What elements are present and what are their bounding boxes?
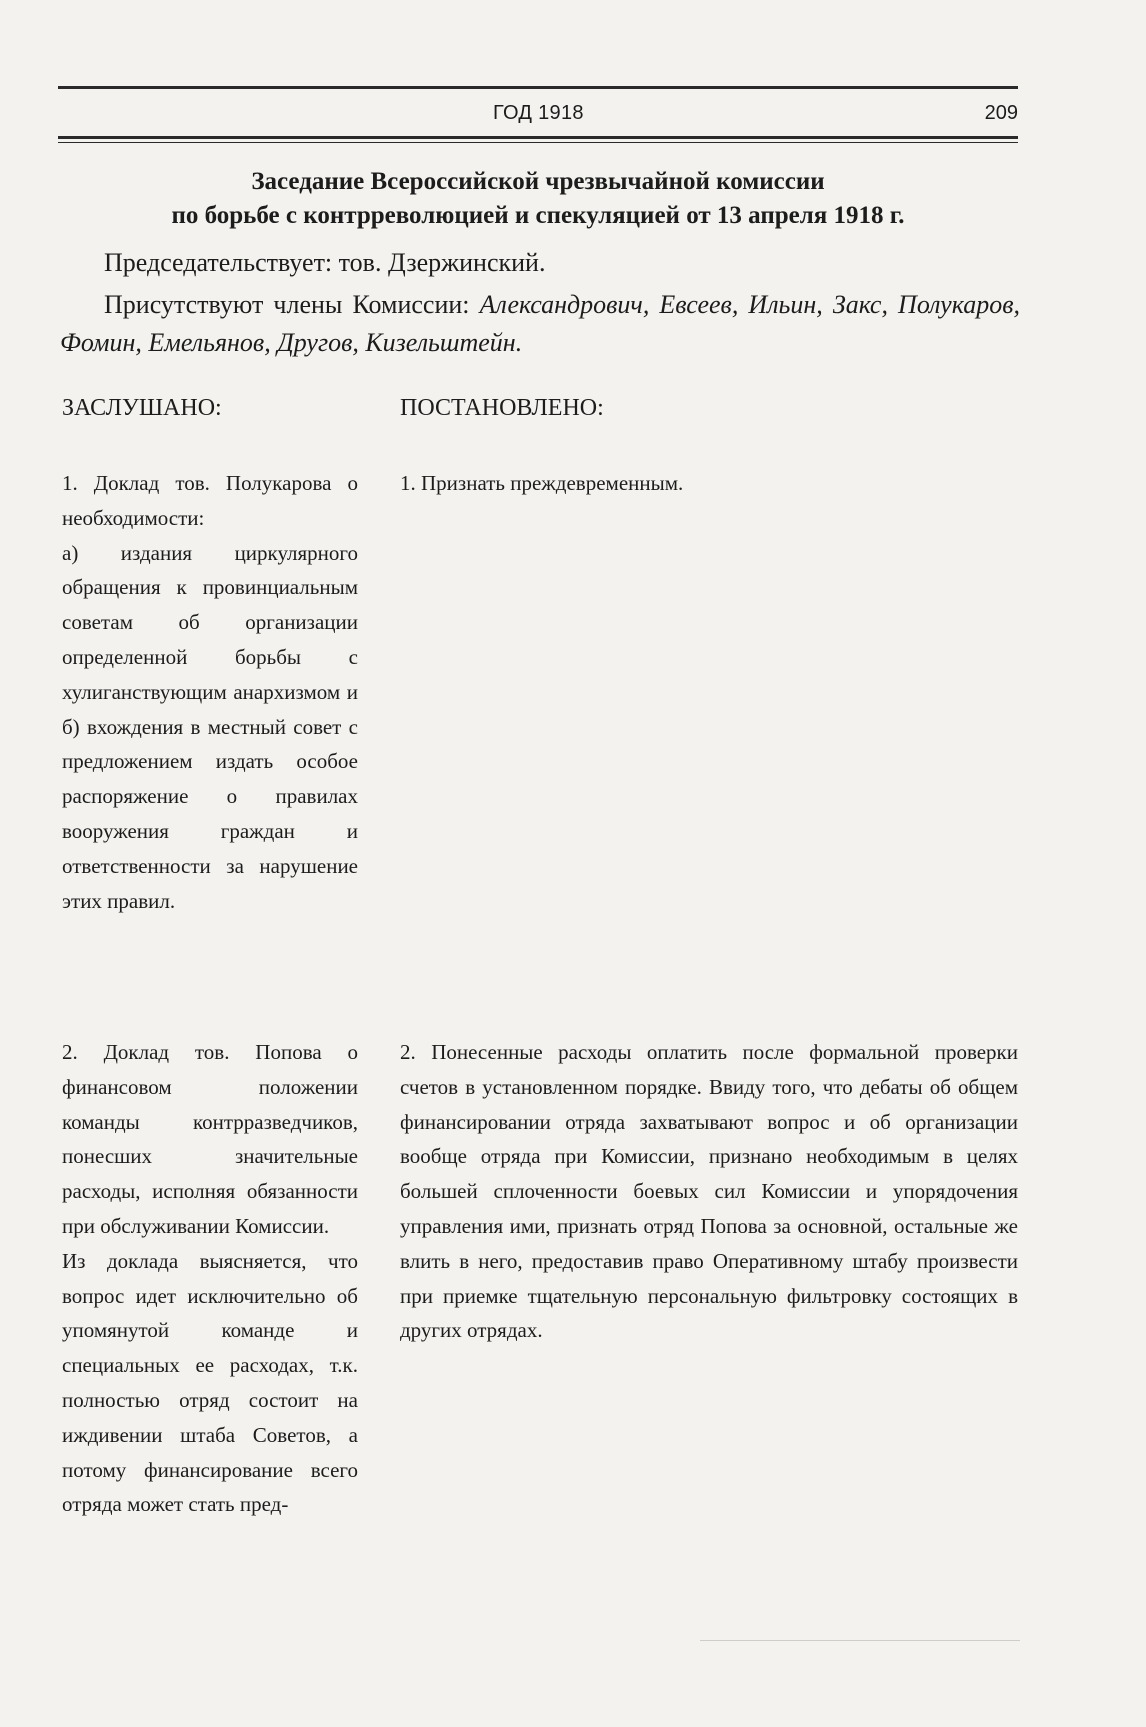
item-2-heard <box>62 1035 358 1522</box>
attendees-paragraph <box>60 286 1020 362</box>
item-1-heard-intro: 1. Доклад тов. Полукарова о необходимости: <box>62 471 358 530</box>
attendees-names: Александрович, Евсеев, Ильин, Закс, Полукаров, Фомин, Емельянов, Другов, Кизельштейн. <box>60 290 1021 357</box>
running-title: ГОД 1918 <box>493 102 584 124</box>
item-1-heard <box>62 466 358 918</box>
item-1-resolved <box>400 466 1018 501</box>
item-2-heard-intro: 2. Доклад тов. Попова о финансовом положении команды контрразведчиков, понесших значительные расходы, исполняя обязанности при обслуживании Комиссии. <box>62 1040 358 1238</box>
item-2-resolved-text: 2. Понесенные расходы оплатить после формальной проверки счетов в установленном порядке. Ввиду того, что дебаты об общем финансировании отряда захватывают вопрос и об организации вообще отряда при Комиссии, признано необходимым в целях большей сплоченности боевых сил Комиссии и упорядочения управления ими, признать отряд Попова за основной, остальные же влить в него, предоставив право Оперативному штабу произвести при приемке тщательную персональную фильтровку состоящих в других отрядах. <box>400 1040 1018 1343</box>
page-number: 209 <box>984 102 1018 124</box>
attendees-label: Присутствуют члены Комиссии: <box>104 290 480 319</box>
header-bottom-thin-rule <box>58 142 1018 143</box>
item-2-heard-body: Из доклада выясняется, что вопрос идет исключительно об упомянутой команде и специальных ее расходах, т.к. полностью отряд состоит на иждивении штаба Советов, а потому финансирование всего отряда может стать пред- <box>62 1248 358 1517</box>
document-title <box>58 165 1018 233</box>
chairman-line: Председательствует: тов. Дзержинский. <box>104 248 546 277</box>
resolved-heading: ПОСТАНОВЛЕНО: <box>400 395 604 421</box>
item-1-heard-body: а) издания циркулярного обращения к провинциальным советам об организации определенной борьбы с хулиганствующим анархизмом и б) вхождения в местный совет с предложением издать особое распоряжение о правилах вооружения граждан и ответственности за нарушение этих правил. <box>62 540 358 913</box>
bleed-through-line <box>700 1640 1020 1641</box>
item-1-resolved-text: 1. Признать преждевременным. <box>400 471 684 495</box>
header-top-rule <box>58 86 1018 89</box>
item-2-resolved <box>400 1035 1018 1348</box>
title-line-2: по борьбе с контрреволюцией и спекуляцией от 13 апреля 1918 г. <box>171 202 905 229</box>
heard-heading: ЗАСЛУШАНО: <box>62 395 222 421</box>
header-bottom-rule <box>58 136 1018 139</box>
title-line-1: Заседание Всероссийской чрезвычайной комиссии <box>251 168 825 195</box>
running-header <box>58 86 1018 146</box>
